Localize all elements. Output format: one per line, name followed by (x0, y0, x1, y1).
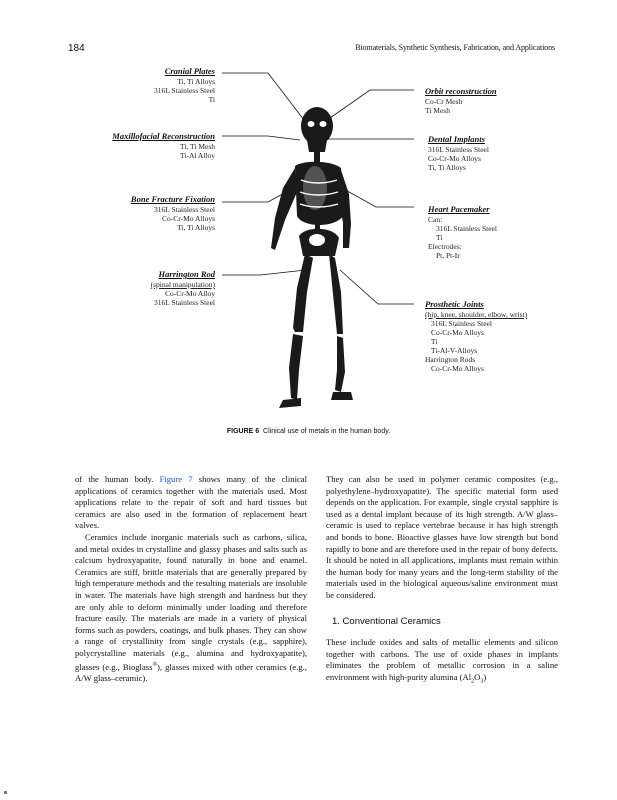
paragraph: Ceramics include inorganic materials such as carbons, silica, and metal oxides in crystalline and glassy phases and salts such as calcium hydroxyapatite, found naturally in bone and enamel. Ceramics are stiff, brittle materials that are generally prepared by high temperature methods and the resulting materials are insoluble in water. The materials have high strength and hardness but they are only able to deform minimally under loading and therefore fracture easily. The materials are made in a variety of physical forms such as powders, coatings, and bulk phases. They can show a range of crystallinity from single crystals (e.g., sapphire), polycrystalline materials (e.g., alumina and hydroxyapatite), glasses (e.g., Bioglass®), glasses mixed with other ceramics (e.g., A/W glass–ceramic). (75, 531, 307, 683)
paragraph: They can also be used in polymer ceramic composites (e.g., polyethylene–hydroxyapatite). The specific material form used depends on the application. For example, single crystal sapphire is used as a dental implant because of its high strength. A/W glass–ceramic is used to replace vertebrae because it has high strength and bonds to bone. Bioactive glasses have low strength but bond rapidly to bone and are therefore used in the repair of bony defects. It should be noted in all applications, implants must remain within the human body for many years and the long-term stability of the materials used in the biological aqueous/saline environment must be considered. (326, 474, 558, 600)
label-prosthetic-joints (425, 299, 527, 373)
label-line: Ti, Ti Alloys (177, 77, 215, 86)
label-line: Ti-Al-V-Alloys (431, 346, 478, 355)
label-heading: Bone Fracture Fixation (130, 194, 215, 204)
label-heading: Orbit reconstruction (425, 86, 497, 96)
label-line: Ti, Ti Alloys (428, 163, 466, 172)
caption-label: FIGURE 6 (226, 428, 260, 435)
label-line: Co-Cr-Mo Alloys (428, 154, 481, 163)
label-line: Ti, Ti Mesh (180, 142, 215, 151)
label-orbit-reconstruction (425, 86, 497, 115)
label-line: Ti Mesh (425, 106, 450, 115)
paragraph: These include oxides and salts of metallic elements and silicon together with carbons. The use of oxide phases in implants eliminates the problem of metallic corrosion in a saline environment with high-purity alumina $(Al_2O_3)$ (326, 637, 558, 685)
label-fracture-fixation (85, 194, 215, 232)
section-heading: 1. Conventional Ceramics (332, 615, 441, 627)
label-line: 316L Stainless Steel (154, 86, 215, 95)
label-maxillofacial (75, 131, 215, 160)
label-line: Pt, Pt-Ir (436, 251, 460, 260)
label-line: 316L Stainless Steel (428, 145, 489, 154)
label-heading: Harrington Rod (158, 269, 215, 279)
label-subheading: (spinal manipulation) (150, 280, 215, 289)
body-right-column (326, 474, 558, 688)
label-heading: Maxillofacial Reconstruction (112, 131, 215, 141)
body-left-column (75, 474, 307, 685)
figure-caption (0, 428, 617, 435)
label-line: Ti (208, 95, 215, 104)
label-line: 316L Stainless Steel (154, 298, 215, 307)
label-dental-implants (428, 134, 489, 172)
label-harrington-rod (85, 269, 215, 307)
label-cranial-plates (95, 66, 215, 104)
label-line: Ti (431, 337, 438, 346)
label-line: Co-Cr-Mo Alloys (431, 328, 484, 337)
running-title: Biomaterials, Synthetic Synthesis, Fabrication, and Applications (355, 43, 555, 52)
skeleton-illustration (245, 88, 375, 428)
page-edge-mark (4, 791, 7, 794)
label-line: Ti, Ti Alloys (177, 223, 215, 232)
label-line: Harrington Rods (425, 355, 476, 364)
label-heading: Dental Implants (428, 134, 485, 144)
label-line: Ti-Al Alloy (180, 151, 215, 160)
label-line: 316L Stainless Steel (154, 205, 215, 214)
label-line: Electrodes: (428, 242, 462, 251)
caption-text: Clinical use of metals in the human body. (263, 428, 391, 435)
label-line: Ti (436, 233, 443, 242)
figure-7-link[interactable]: Figure 7 (159, 474, 193, 484)
label-subheading: (hip, knee, shoulder, elbow, wrist) (425, 310, 528, 319)
label-heart-pacemaker (428, 204, 497, 260)
label-line: Co-Cr-Mo Alloys (162, 214, 215, 223)
label-line: Co-Cr-Mo Alloy (164, 289, 215, 298)
label-heading: Prosthetic Joints (425, 299, 484, 309)
label-heading: Heart Pacemaker (428, 204, 490, 214)
label-line: Co-Cr Mesh (425, 97, 463, 106)
label-line: Co-Cr-Mo Alloys (431, 364, 484, 373)
label-line: 316L Stainless Steel (436, 224, 497, 233)
label-heading: Cranial Plates (164, 66, 215, 76)
label-line: Can: (428, 215, 443, 224)
paragraph: of the human body. Figure 7 shows many of the clinical applications of ceramics together with the materials used. Most applications relate to the repair of soft and hard tissues but ceramics are also used in the formation of replacement heart valves. (75, 474, 308, 531)
page-number: 184 (68, 43, 85, 54)
label-line: 316L Stainless Steel (431, 319, 492, 328)
